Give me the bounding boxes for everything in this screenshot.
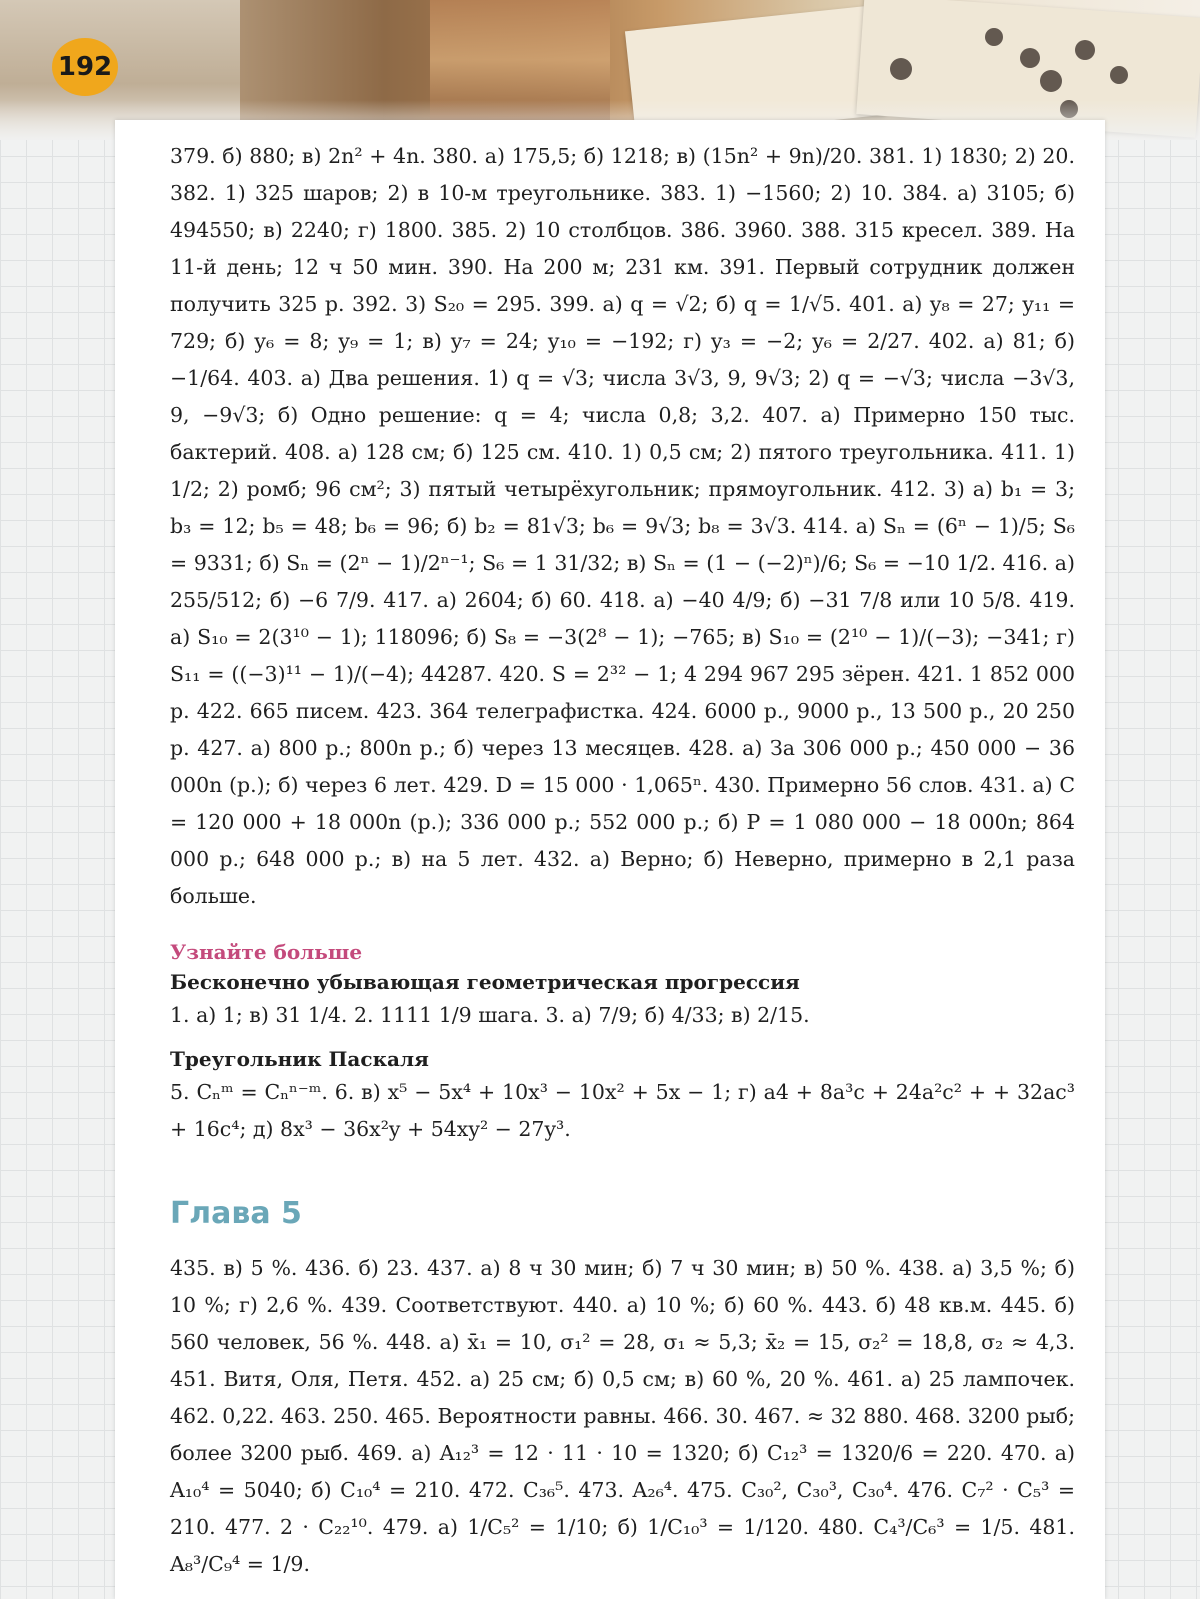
answers-content bbox=[170, 138, 1075, 1583]
infinite-progression-title: Бесконечно убывающая геометрическая прогрессия bbox=[170, 970, 800, 994]
pascal-triangle-answers: 5. Cₙᵐ = Cₙⁿ⁻ᵐ. 6. в) x⁵ − 5x⁴ + 10x³ − 10x² + 5x − 1; г) a4 + 8a³c + 24a²c² + + 32ac³ + 16c⁴; д) 8x³ − 36x²y + 54xy² − 27y³. bbox=[170, 1080, 1075, 1141]
page-number-badge: 192 bbox=[52, 38, 118, 96]
chapter-title: Глава 5 bbox=[170, 1196, 302, 1231]
chapter5-answers: 435. в) 5 %. 436. б) 23. 437. а) 8 ч 30 мин; б) 7 ч 30 мин; в) 50 %. 438. а) 3,5 %; б) 10 %; г) 2,6 %. 439. Соответствуют. 440. а) 10 %; б) 60 %. 443. б) 48 кв.м. 445. б) 560 человек, 56 %. 448. а) x̄₁ = 10, σ₁² = 28, σ₁ ≈ 5,3; x̄₂ = 15, σ₂² = 18,8, σ₂ ≈ 4,3. 451. Витя, Оля, Петя. 452. а) 25 см; б) 0,5 см; в) 60 %, 20 %. 461. а) 25 лампочек. 462. 0,22. 463. 250. 465. Вероятности равны. 466. 30. 467. ≈ 32 880. 468. 3200 рыб; более 3200 рыб. 469. а) A₁₂³ = 12 · 11 · 10 = 1320; б) C₁₂³ = 1320/6 = 220. 470. а) A₁₀⁴ = 5040; б) C₁₀⁴ = 210. 472. C₃₆⁵. 473. A₂₆⁴. 475. C₃₀², C₃₀³, C₃₀⁴. 476. C₇² · C₅³ = 210. 477. 2 · C₂₂¹⁰. 479. а) 1/C₅² = 1/10; б) 1/C₁₀³ = 1/120. 480. C₄³/C₆³ = 1/5. 481. A₈³/C₉⁴ = 1/9. bbox=[170, 1256, 1075, 1576]
infinite-progression-answers: 1. а) 1; в) 31 1/4. 2. 1111 1/9 шага. 3. а) 7/9; б) 4/33; в) 2/15. bbox=[170, 1003, 810, 1027]
chapter4-answers: 379. б) 880; в) 2n² + 4n. 380. а) 175,5; б) 1218; в) (15n² + 9n)/20. 381. 1) 1830; 2) 20. 382. 1) 325 шаров; 2) в 10-м треугольнике. 383. 1) −1560; 2) 10. 384. а) 3105; б) 494550; в) 2240; г) 1800. 385. 2) 10 столбцов. 386. 3960. 388. 315 кресел. 389. На 11-й день; 12 ч 50 мин. 390. На 200 м; 231 км. 391. Первый сотрудник должен получить 325 р. 392. 3) S₂₀ = 295. 399. а) q = √2; б) q = 1/√5. 401. а) y₈ = 27; y₁₁ = 729; б) y₆ = 8; y₉ = 1; в) y₇ = 24; y₁₀ = −192; г) y₃ = −2; y₆ = 2/27. 402. а) 81; б) −1/64. 403. а) Два решения. 1) q = √3; числа 3√3, 9, 9√3; 2) q = −√3; числа −3√3, 9, −9√3; б) Одно решение: q = 4; числа 0,8; 3,2. 407. а) Примерно 150 тыс. бактерий. 408. а) 128 см; б) 125 см. 410. 1) 0,5 см; 2) пятого треугольника. 411. 1) 1/2; 2) ромб; 96 см²; 3) пятый четырёхугольник; прямоугольник. 412. 3) а) b₁ = 3; b₃ = 12; b₅ = 48; b₆ = 96; б) b₂ = 81√3; b₆ = 9√3; b₈ = 3√3. 414. а) Sₙ = (6ⁿ − 1)/5; S₆ = 9331; б) Sₙ = (2ⁿ − 1)/2ⁿ⁻¹; S₆ = 1 31/32; в) Sₙ = (1 − (−2)ⁿ)/6; S₆ = −10 1/2. 416. а) 255/512; б) −6 7/9. 417. а) 2604; б) 60. 418. а) −40 4/9; б) −31 7/8 или 10 5/8. 419. а) S₁₀ = 2(3¹⁰ − 1); 118096; б) S₈ = −3(2⁸ − 1); −765; в) S₁₀ = (2¹⁰ − 1)/(−3); −341; г) S₁₁ = ((−3)¹¹ − 1)/(−4); 44287. 420. S = 2³² − 1; 4 294 967 295 зёрен. 421. 1 852 000 р. 422. 665 писем. 423. 364 телеграфистка. 424. 6000 р., 9000 р., 13 500 р., 20 250 р. 427. а) 800 р.; 800n р.; б) через 13 месяцев. 428. а) За 306 000 р.; 450 000 − 36 000n (р.); б) через 6 лет. 429. D = 15 000 · 1,065ⁿ. 430. Примерно 56 слов. 431. а) C = 120 000 + 18 000n (р.); 336 000 р.; 552 000 р.; б) P = 1 080 000 − 18 000n; 864 000 р.; 648 000 р.; в) на 5 лет. 432. а) Верно; б) Неверно, примерно в 2,1 раза больше. bbox=[170, 144, 1075, 908]
more-heading: Узнайте больше bbox=[170, 940, 363, 964]
header-banner bbox=[0, 0, 1200, 140]
pascal-triangle-title: Треугольник Паскаля bbox=[170, 1047, 429, 1071]
